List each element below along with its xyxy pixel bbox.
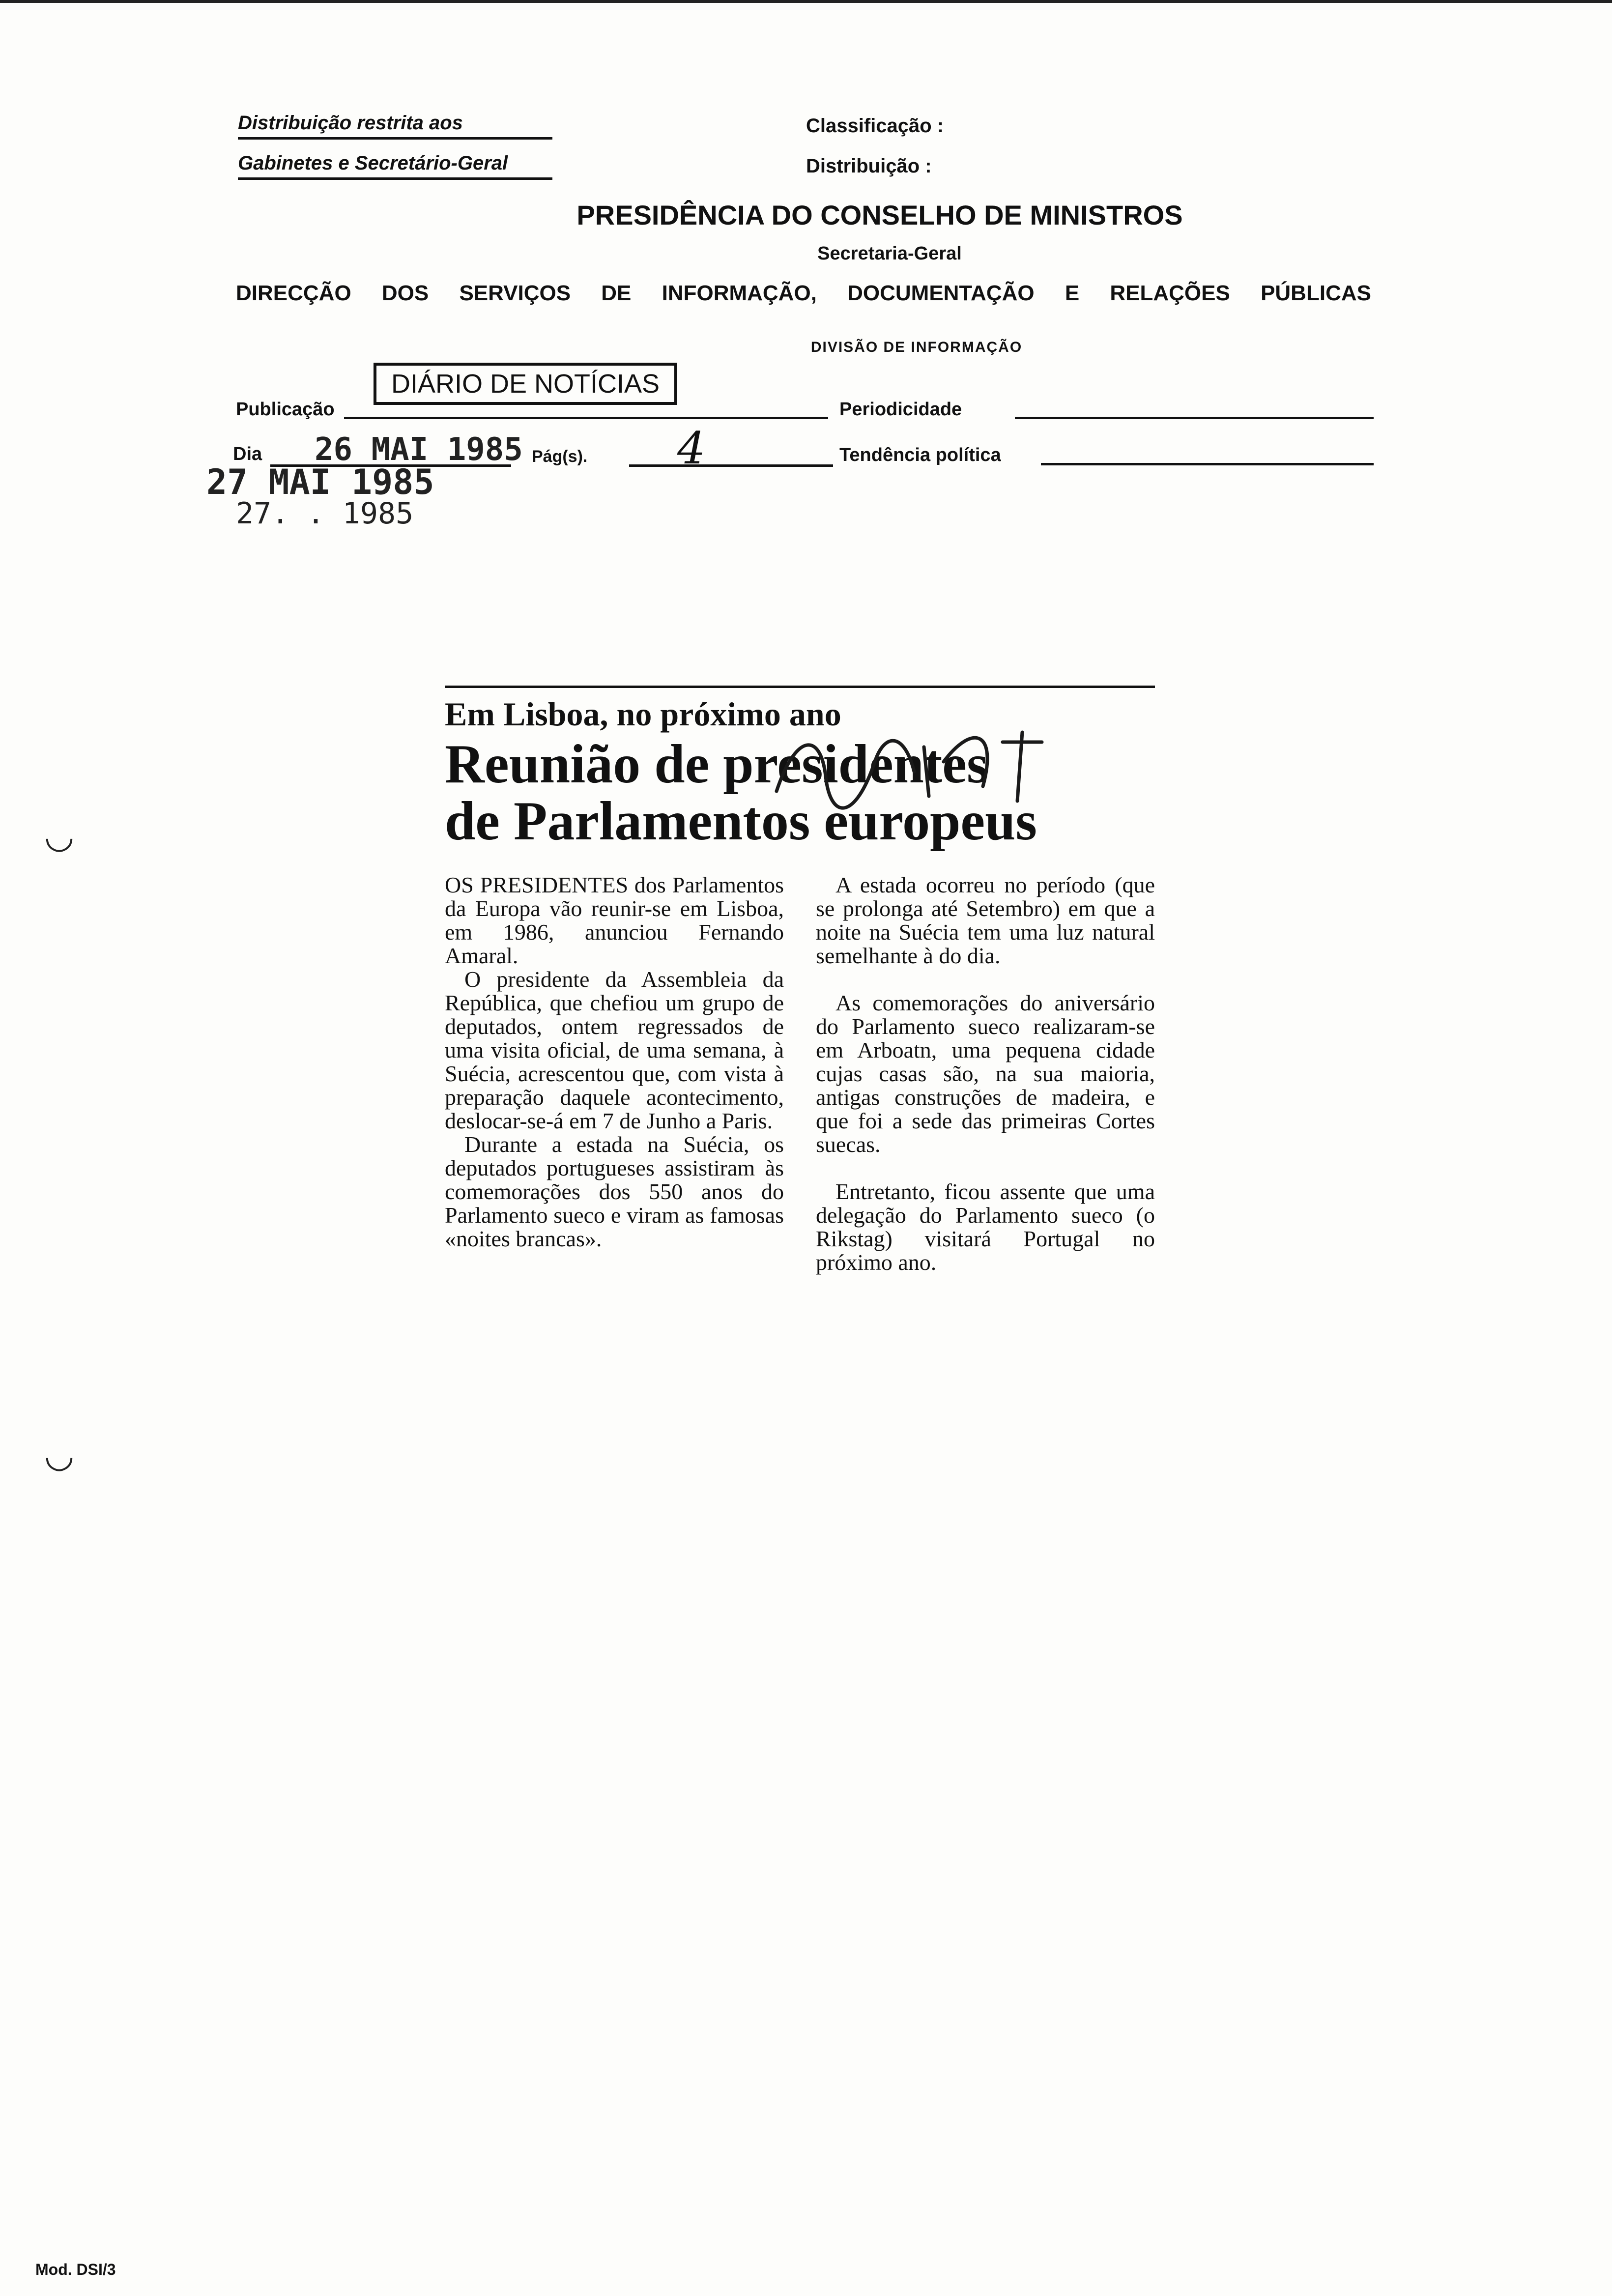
punch-hole-mark: ◡	[44, 817, 75, 855]
divisao-label: DIVISÃO DE INFORMAÇÃO	[810, 339, 1023, 355]
paragraph: As comemorações do aniversário do Parlamento sueco realizaram-se em Arboatn, uma pequena cidade cujas casas são, na sua maioria, antigas construções de madeira, e que foi a sede das primeiras Cortes suecas.	[816, 990, 1155, 1157]
direccao-word: RELAÇÕES	[1110, 281, 1230, 305]
tendencia-rule	[1041, 463, 1374, 465]
direccao-word: DIRECÇÃO	[236, 281, 351, 305]
direccao-word: DOCUMENTAÇÃO	[847, 281, 1035, 305]
direccao-word: E	[1065, 281, 1080, 305]
date-stamp-2-line-2: 27. . 1985	[236, 496, 414, 531]
direccao-line	[236, 281, 1371, 306]
direccao-word: SERVIÇOS	[459, 281, 571, 305]
publicacao-rule	[344, 417, 828, 419]
handwritten-scribble	[767, 703, 1081, 840]
classification-block	[806, 106, 944, 186]
institution-title: PRESIDÊNCIA DO CONSELHO DE MINISTROS	[576, 200, 1183, 230]
periodicidade-label: Periodicidade	[839, 399, 962, 420]
paragraph: Entretanto, ficou assente que uma delegação do Parlamento sueco (o Rikstag) visitará Portugal no próximo ano.	[816, 1179, 1155, 1275]
headline-line-1: Reunião de presidentes	[445, 734, 988, 795]
date-stamp-2: 27 MAI 1985	[206, 462, 434, 502]
classificacao-label: Classificação :	[806, 115, 944, 137]
pags-label: Pág(s).	[532, 447, 588, 466]
paragraph: O presidente da Assembleia da República, que chefiou um grupo de deputados, ontem regressados de uma visita oficial, de uma semana, à Suécia, acrescentou que, com vista à preparação daquele acontecimento, deslocar-se-á em 7 de Junho a Paris.	[445, 967, 784, 1133]
article-columns	[445, 873, 1155, 1274]
direccao-word: PÚBLICAS	[1261, 281, 1371, 305]
direccao-word: DE	[601, 281, 632, 305]
punch-hole-mark: ◡	[44, 1436, 75, 1474]
date-stamp-1: 26 MAI 1985	[315, 431, 523, 468]
scan-top-edge	[0, 0, 1612, 3]
form-code: Mod. DSI/3	[35, 2261, 116, 2278]
headline-line-2: de Parlamentos europeus	[445, 791, 1037, 852]
pags-value: 4	[677, 423, 706, 474]
dia-label: Dia	[233, 444, 262, 464]
clipping-top-rule	[445, 686, 1155, 688]
article-column-1	[445, 873, 784, 1274]
publicacao-label: Publicação	[236, 399, 335, 420]
restricted-line-2: Gabinetes e Secretário-Geral	[238, 152, 552, 180]
restricted-line-1: Distribuição restrita aos	[238, 112, 552, 140]
paragraph: OS PRESIDENTES dos Parlamentos da Europa vão reunir-se em Lisboa, em 1986, anunciou Fernando Amaral.	[445, 872, 784, 968]
periodicidade-rule	[1015, 417, 1374, 419]
paragraph: A estada ocorreu no período (que se prolonga até Setembro) em que a noite na Suécia tem uma luz natural semelhante à do dia.	[816, 872, 1155, 968]
article-kicker: Em Lisboa, no próximo ano	[445, 695, 841, 733]
institution-subtitle: Secretaria-Geral	[817, 243, 962, 264]
direccao-word: INFORMAÇÃO,	[662, 281, 817, 305]
publicacao-value: DIÁRIO DE NOTÍCIAS	[374, 363, 677, 405]
direccao-word: DOS	[381, 281, 429, 305]
paragraph: Durante a estada na Suécia, os deputados portugueses assistiram às comemorações dos 550 anos do Parlamento sueco e viram as famosas «noites brancas».	[445, 1132, 784, 1251]
distribuicao-label: Distribuição :	[806, 155, 932, 177]
article-column-2	[816, 873, 1155, 1274]
restricted-distribution	[238, 112, 552, 193]
pags-rule	[629, 464, 833, 467]
tendencia-label: Tendência política	[839, 445, 1001, 465]
